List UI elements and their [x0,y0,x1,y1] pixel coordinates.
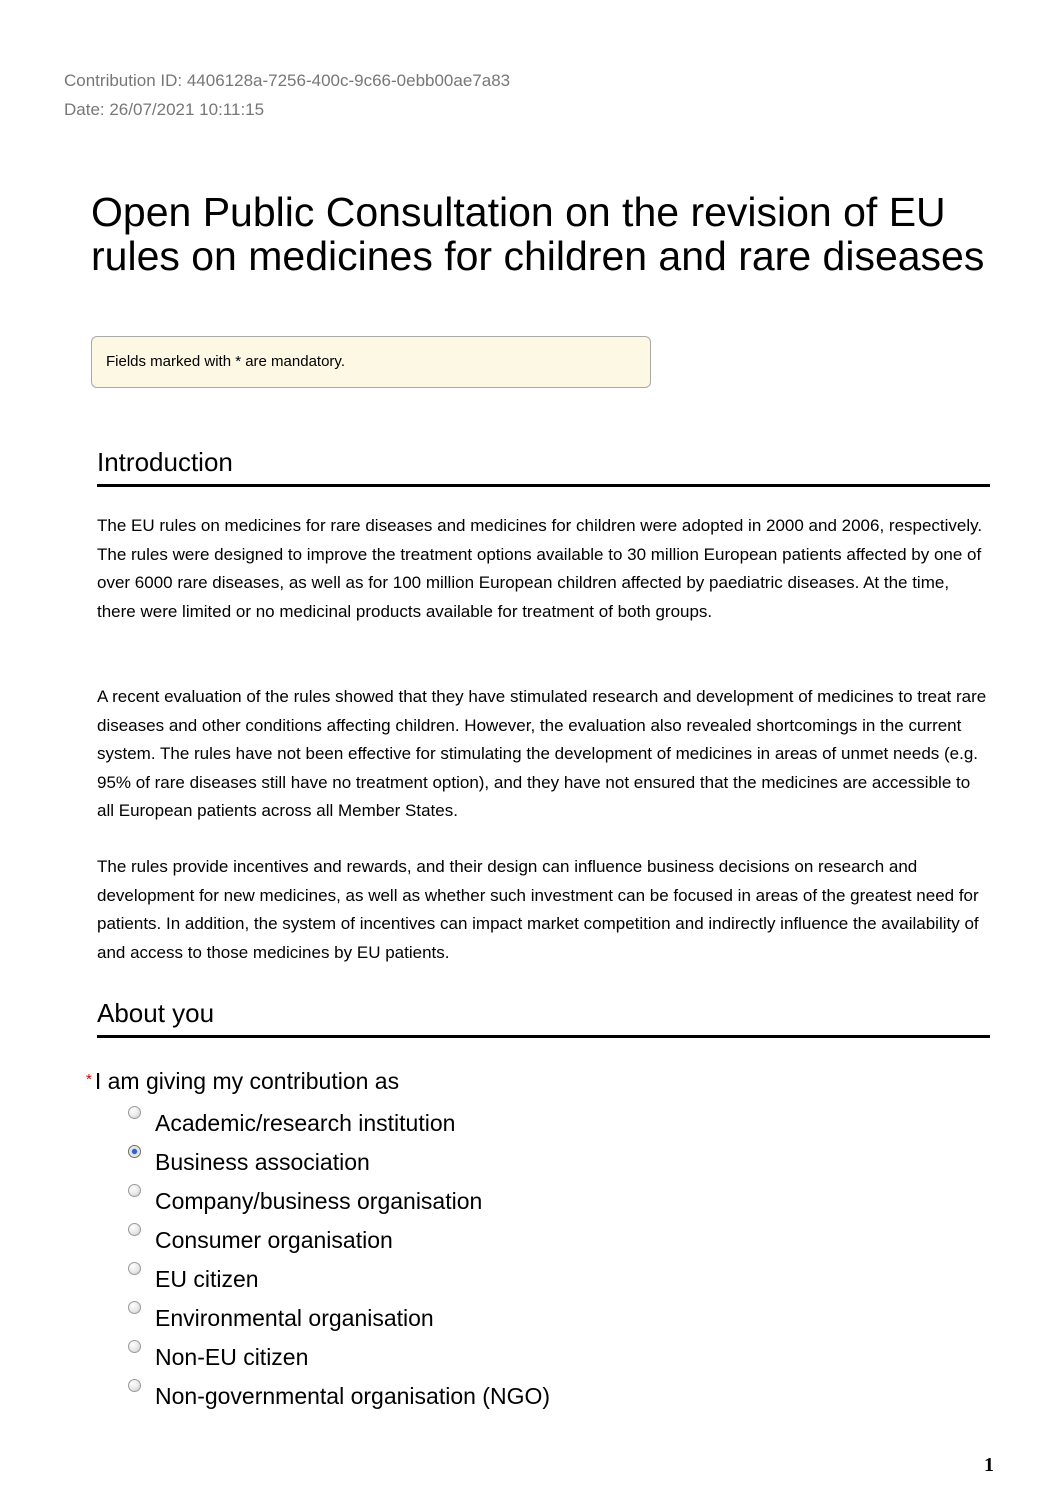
introduction-paragraph: The rules provide incentives and rewards, and their design can influence business decisions on research and development for new medicines, as well as whether such investment can be focused in areas of the greatest need for patients. In addition, the system of incentives can impact market competition and indirectly influence the availability of and access to those medicines by EU patients. [97,857,979,962]
page-number: 1 [984,1454,994,1476]
radio-option-label[interactable]: Consumer organisation [155,1227,393,1253]
radio-button-icon[interactable] [128,1262,141,1275]
radio-option-label[interactable]: Non-EU citizen [155,1344,309,1370]
radio-button-icon[interactable] [128,1379,141,1392]
radio-button-icon[interactable] [128,1184,141,1197]
radio-option-label[interactable]: Academic/research institution [155,1110,456,1136]
radio-button-icon[interactable] [128,1340,141,1353]
about-you-heading: About you [97,998,990,1038]
radio-option-label[interactable]: Business association [155,1149,370,1175]
radio-option-label[interactable]: Non-governmental organisation (NGO) [155,1383,551,1409]
radio-option-label[interactable]: Environmental organisation [155,1305,434,1331]
radio-button-icon[interactable] [128,1223,141,1236]
introduction-heading: Introduction [97,447,990,487]
submission-meta [64,66,510,124]
question-label: I am giving my contribution as [94,1068,400,1094]
page-title: Open Public Consultation on the revision of EU rules on medicines for children and rare diseases [91,189,985,279]
radio-button-icon[interactable] [128,1145,141,1158]
radio-button-icon[interactable] [128,1106,141,1119]
submission-date: Date: 26/07/2021 10:11:15 [64,100,265,119]
required-marker: * [86,1071,92,1088]
radio-button-icon[interactable] [128,1301,141,1314]
introduction-paragraph: The EU rules on medicines for rare diseases and medicines for children were adopted in 2000 and 2006, respectively. The rules were designed to improve the treatment options available to 30 million European patients affected by one of over 6000 rare diseases, as well as for 100 million European children affected by paediatric diseases. At the time, there were limited or no medicinal products available for treatment of both groups. [97,516,983,621]
mandatory-fields-notice: Fields marked with * are mandatory. [91,336,651,388]
introduction-paragraph: A recent evaluation of the rules showed that they have stimulated research and development of medicines to treat rare diseases and other conditions affecting children. However, the evaluation also revealed shortcomings in the current system. The rules have not been effective for stimulating the development of medicines in areas of unmet needs (e.g. 95% of rare diseases still have no treatment option), and they have not ensured that the medicines are accessible to all European patients across all Member States. [97,687,987,820]
contribution-id: Contribution ID: 4406128a-7256-400c-9c66-0ebb00ae7a83 [64,71,511,90]
contribution-type-question [86,1066,399,1096]
radio-option-label[interactable]: Company/business organisation [155,1188,483,1214]
radio-option-label[interactable]: EU citizen [155,1266,259,1292]
